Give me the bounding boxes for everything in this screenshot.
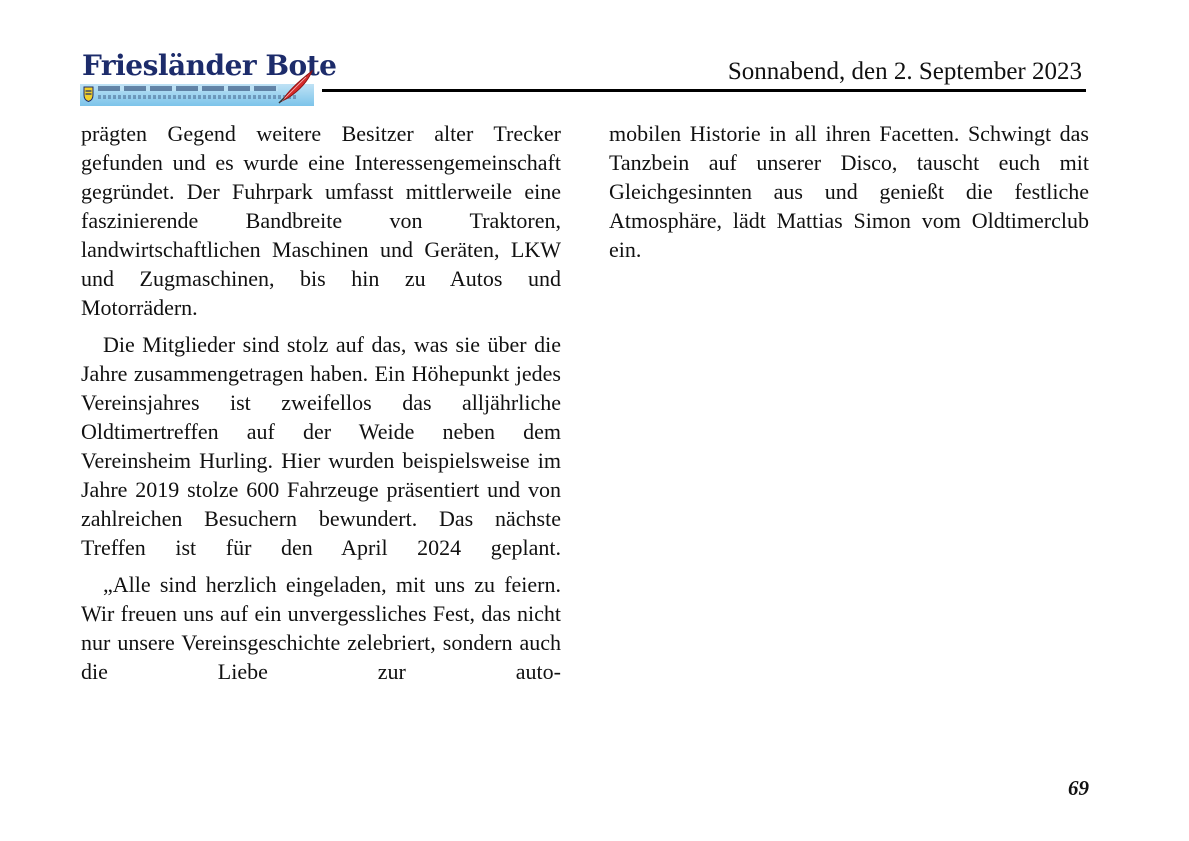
quill-pen-icon: [276, 68, 316, 104]
article-column-right: [609, 119, 1089, 272]
paragraph: prägten Gegend weitere Besitzer alter Trecker gefunden und es wurde eine Interessengemeinschaft gegründet. Der Fuhrpark umfasst mittlerweile eine faszinierende Bandbreite von Traktoren, landwirtschaftlichen Maschinen und Geräten, LKW und Zugmaschinen, bis hin zu Autos und Motorrädern.: [81, 121, 561, 320]
masthead-subtitle-strip: [98, 86, 278, 91]
paragraph: „Alle sind herzlich eingeladen, mit uns zu feiern. Wir freuen uns auf ein unvergessliches Fest, das nicht nur unsere Vereinsgeschichte zelebriert, sondern auch die Liebe zur auto-: [81, 572, 561, 684]
paragraph: Die Mitglieder sind stolz auf das, was sie über die Jahre zusammengetragen haben. Ein Höhepunkt jedes Vereinsjahres ist zweifellos das alljährliche Oldtimertreffen auf der Weide neben dem Vereinsheim Hurling. Hier wurden beispielsweise im Jahre 2019 stolze 600 Fahrzeuge präsentiert und von zahlreichen Besuchern bewundert. Das nächste Treffen ist für den April 2024 geplant.: [81, 332, 561, 560]
masthead-logo: [80, 49, 337, 106]
masthead-title: Friesländer Bote: [82, 49, 337, 82]
article-column-left: [81, 119, 561, 694]
page-number: 69: [1068, 776, 1089, 800]
paragraph: mobilen Historie in all ihren Facetten. Schwingt das Tanzbein auf unserer Disco, tauscht euch mit Gleichgesinnten aus und genießt die festliche Atmosphäre, lädt Mattias Simon vom Oldtimerclub ein.: [609, 121, 1089, 262]
coat-of-arms-icon: [83, 86, 94, 102]
masthead-info-strip: [98, 95, 298, 99]
issue-date: Sonnabend, den 2. September 2023: [727, 58, 1082, 85]
header-rule: [322, 89, 1086, 92]
